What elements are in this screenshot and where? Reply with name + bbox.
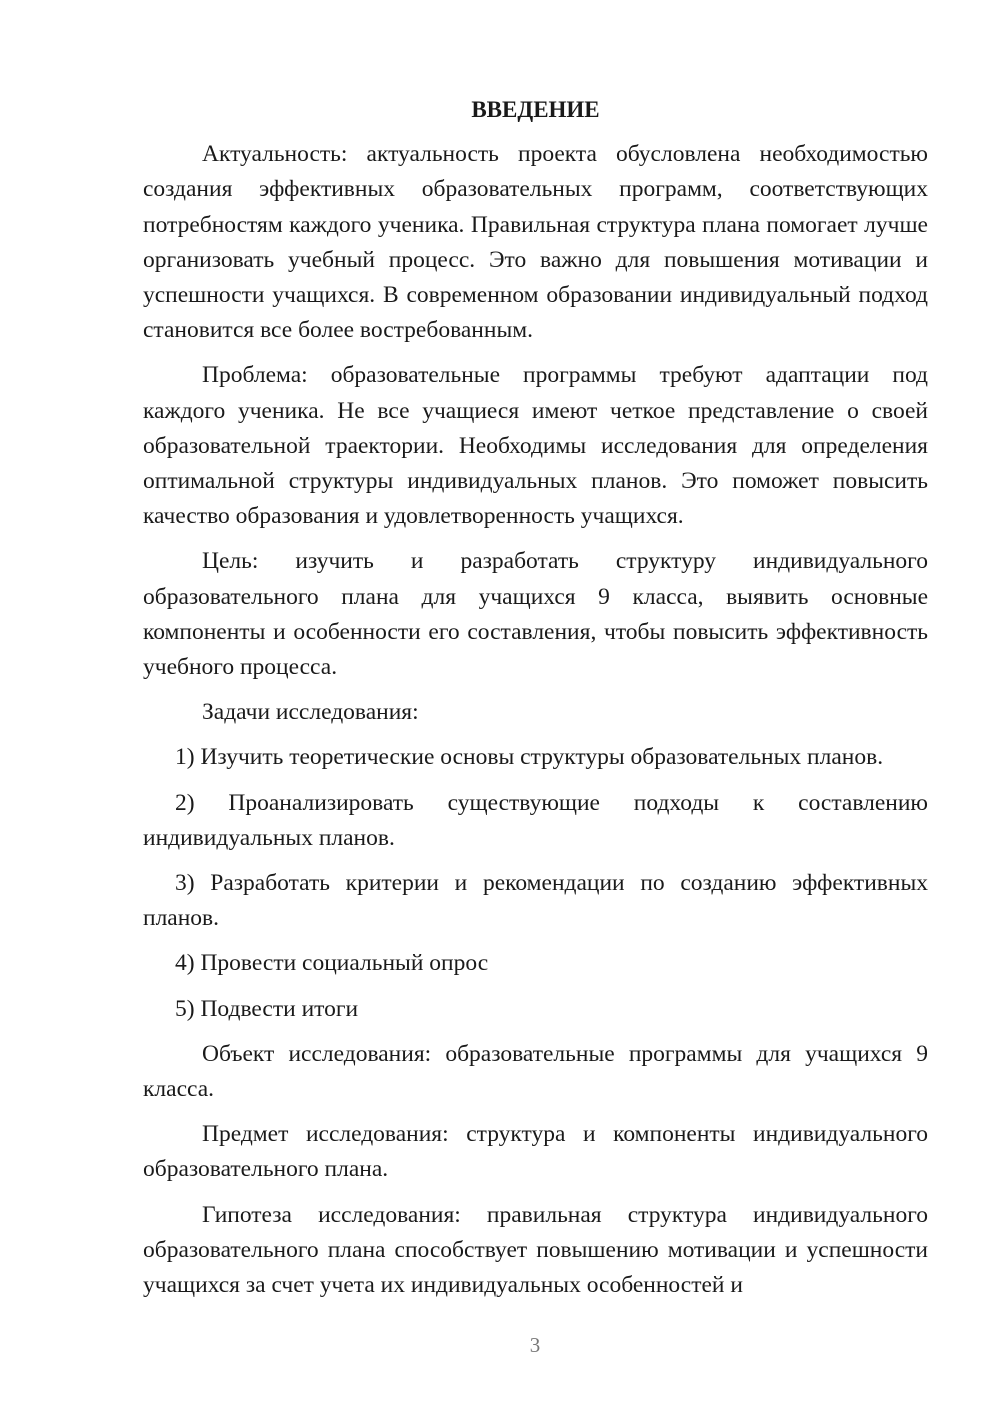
task-item: 2) Проанализировать существующие подходы к составлению индивидуальных планов.	[143, 789, 928, 851]
paragraph-subject: Предмет исследования: структура и компоненты индивидуального образовательного плана.	[143, 1121, 928, 1183]
paragraph-tasks-heading: Задачи исследования:	[202, 699, 419, 726]
task-item: 3) Разработать критерии и рекомендации по созданию эффективных планов.	[143, 870, 928, 932]
paragraph-hypothesis: Гипотеза исследования: правильная структура индивидуального образовательного плана способствует повышению мотивации и успешности учащихся за счет учета их индивидуальных особенностей и	[143, 1201, 928, 1299]
document-body	[143, 92, 928, 1313]
task-item: 1) Изучить теоретические основы структуры образовательных планов.	[175, 744, 884, 771]
task-item: 4) Провести социальный опрос	[175, 950, 489, 977]
page-number: 3	[529, 1333, 541, 1357]
task-item: 5) Подвести итоги	[175, 995, 359, 1022]
paragraph-goal: Цель: изучить и разработать структуру индивидуального образовательного плана для учащихся 9 класса, выявить основные компоненты и особенности его составления, чтобы повысить эффективность учебного процесса.	[143, 548, 928, 681]
paragraph-problem: Проблема: образовательные программы требуют адаптации под каждого ученика. Не все учащиеся имеют четкое представление о своей образовательной траектории. Необходимы исследования для определения оптимальной структуры индивидуальных планов. Это поможет повысить качество образования и удовлетворенность учащихся.	[143, 362, 928, 530]
paragraph-relevance: Актуальность: актуальность проекта обусловлена необходимостью создания эффективных образовательных программ, соответствующих потребностям каждого ученика. Правильная структура плана помогает лучше организовать учебный процесс. Это важно для повышения мотивации и успешности учащихся. В современном образовании индивидуальный подход становится все более востребованным.	[143, 141, 928, 344]
paragraph-object: Объект исследования: образовательные программы для учащихся 9 класса.	[143, 1040, 928, 1103]
page-title: ВВЕДЕНИЕ	[471, 97, 600, 122]
